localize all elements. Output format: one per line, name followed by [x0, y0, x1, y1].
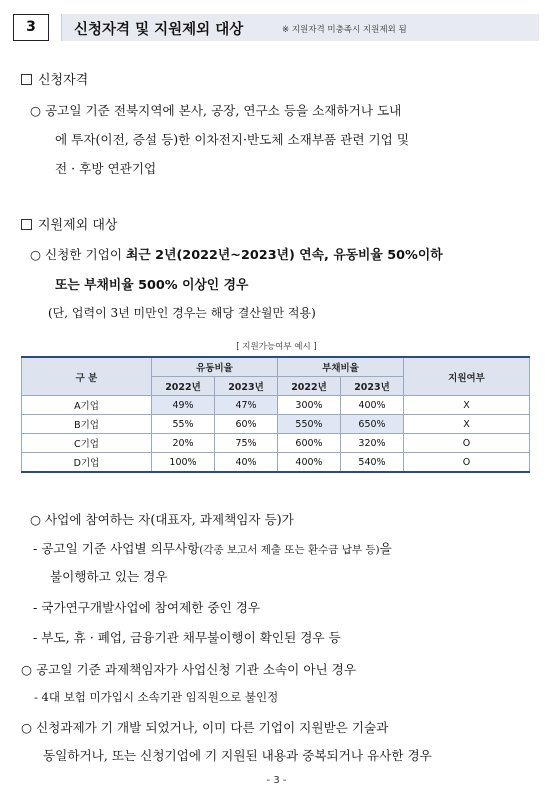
- heading-exclusion: [21, 214, 117, 233]
- exclusion-criteria-bold-2: 또는 부채비율 500% 이상인 경우: [55, 278, 249, 293]
- col-debt-2022: 2022년: [278, 377, 341, 396]
- col-eligible: 지원여부: [404, 357, 530, 396]
- page-number: - 3 -: [266, 775, 287, 786]
- col-liquidity-2022: 2022년: [152, 377, 215, 396]
- participant-item-3: - 부도, 휴 · 폐업, 금융기관 채무불이행이 확인된 경우 등: [33, 630, 341, 645]
- exclusion-criteria-bold: 최근 2년(2022년~2023년) 연속, 유동비율 50%이하: [126, 248, 443, 263]
- liquidity-2023: 47%: [215, 396, 278, 415]
- manager-affiliation-bullet: ○ 공고일 기준 과제책임자가 사업신청 기관 소속이 아닌 경우: [21, 662, 356, 677]
- debt-2023: 540%: [341, 453, 404, 473]
- liquidity-2022: 55%: [152, 415, 215, 434]
- eligibility-line-3: 전 · 후방 연관기업: [55, 161, 157, 176]
- company-name: C기업: [22, 434, 152, 453]
- company-name: D기업: [22, 453, 152, 473]
- liquidity-2023: 60%: [215, 415, 278, 434]
- participant-item-1-text: - 공고일 기준 사업별 의무사항: [33, 541, 200, 556]
- section-title-note: ※ 지원자격 미충족시 지원제외 됨: [282, 25, 407, 35]
- liquidity-2023: 75%: [215, 434, 278, 453]
- liquidity-2023: 40%: [215, 453, 278, 473]
- company-name: A기업: [22, 396, 152, 415]
- section-number: 3: [26, 19, 36, 35]
- section-title: 신청자격 및 지원제외 대상: [74, 22, 244, 38]
- duplicate-tech-line-1: ○ 신청과제가 기 개발 되었거나, 이미 다른 기업이 지원받은 기술과: [21, 720, 389, 735]
- eligibility-line-2: 에 투자(이전, 증설 등)한 이차전지·반도체 소재부품 관련 기업 및: [55, 132, 409, 147]
- debt-2023: 320%: [341, 434, 404, 453]
- debt-2022: 400%: [278, 453, 341, 473]
- eligibility-example-table: [21, 356, 530, 473]
- eligibility-result: O: [404, 434, 530, 453]
- duplicate-tech-line-2: 동일하거나, 또는 신청기업에 기 지원된 내용과 중복되거나 유사한 경우: [43, 748, 432, 763]
- section-number-box: [13, 14, 49, 41]
- heading-eligibility: [21, 69, 88, 88]
- debt-2022: 600%: [278, 434, 341, 453]
- table-caption: [ 지원가능여부 예시 ]: [236, 342, 317, 352]
- debt-2022: 550%: [278, 415, 341, 434]
- participant-item-1: [33, 538, 392, 557]
- participant-bullet: ○ 사업에 참여하는 자(대표자, 과제책임자 등)가: [30, 512, 294, 527]
- participant-item-1-detail: (각종 보고서 제출 또는 환수금 납부 등): [199, 544, 380, 556]
- col-debt: 부채비율: [278, 357, 404, 377]
- col-debt-2023: 2023년: [341, 377, 404, 396]
- eligibility-result: X: [404, 396, 530, 415]
- col-category: 구 분: [22, 357, 152, 396]
- table-row: [22, 396, 530, 415]
- participant-item-2: - 국가연구개발사업에 참여제한 중인 경우: [33, 600, 261, 615]
- company-name: B기업: [22, 415, 152, 434]
- table-row: [22, 415, 530, 434]
- exclusion-bullet: [30, 244, 443, 263]
- heading-eligibility-text: 신청자격: [38, 73, 89, 88]
- debt-2023: 400%: [341, 396, 404, 415]
- eligibility-result: X: [404, 415, 530, 434]
- col-liquidity-2023: 2023년: [215, 377, 278, 396]
- liquidity-2022: 49%: [152, 396, 215, 415]
- exclusion-note: (단, 업력이 3년 미만인 경우는 해당 결산월만 적용): [48, 306, 316, 320]
- square-bullet-icon: [21, 74, 32, 85]
- table-row: [22, 453, 530, 473]
- debt-2023: 650%: [341, 415, 404, 434]
- participant-item-1-end: 을: [379, 541, 392, 556]
- eligibility-line-1: ○ 공고일 기준 전북지역에 본사, 공장, 연구소 등을 소재하거나 도내: [30, 103, 402, 118]
- eligibility-result: O: [404, 453, 530, 473]
- heading-exclusion-text: 지원제외 대상: [38, 218, 118, 233]
- manager-affiliation-sub: - 4대 보험 미가입시 소속기관 임직원으로 불인정: [34, 690, 279, 704]
- exclusion-bullet-prefix: ○ 신청한 기업이: [30, 247, 126, 262]
- liquidity-2022: 100%: [152, 453, 215, 473]
- col-liquidity: 유동비율: [152, 357, 278, 377]
- square-bullet-icon: [21, 219, 32, 230]
- participant-item-1-cont: 불이행하고 있는 경우: [50, 569, 168, 584]
- debt-2022: 300%: [278, 396, 341, 415]
- liquidity-2022: 20%: [152, 434, 215, 453]
- table-row: [22, 434, 530, 453]
